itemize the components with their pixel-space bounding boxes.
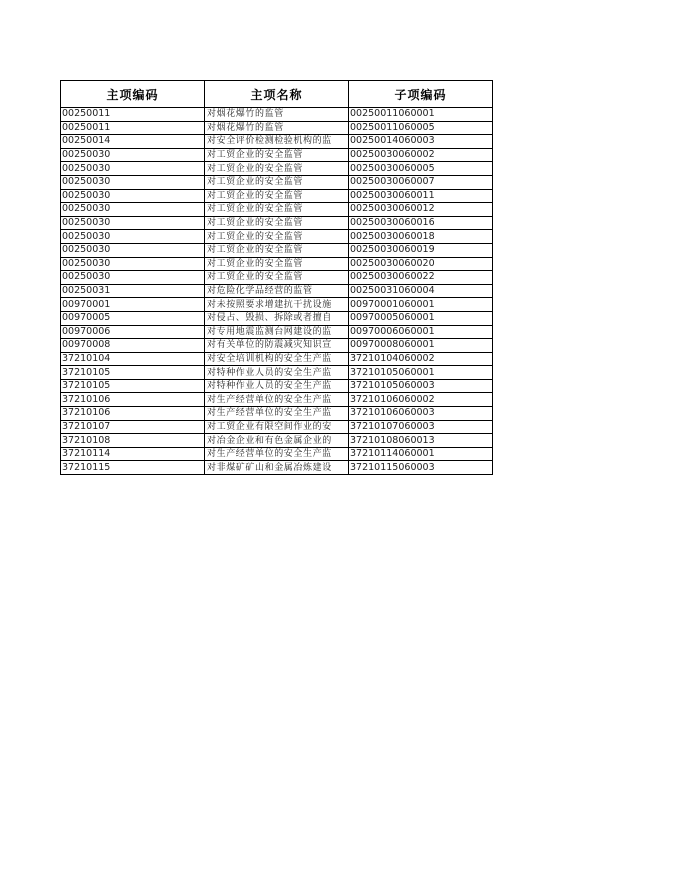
cell-sub-code[interactable]: 00250030060016 bbox=[349, 216, 493, 230]
cell-main-name[interactable]: 对特种作业人员的安全生产监 bbox=[205, 366, 349, 380]
table-row bbox=[61, 434, 493, 448]
cell-sub-code[interactable]: 37210115060003 bbox=[349, 461, 493, 475]
cell-sub-code[interactable]: 00250030060005 bbox=[349, 162, 493, 176]
header-main-code[interactable]: 主项编码 bbox=[61, 81, 205, 108]
cell-main-code[interactable]: 00250030 bbox=[61, 243, 205, 257]
cell-main-code[interactable]: 00970001 bbox=[61, 298, 205, 312]
cell-main-name[interactable]: 对工贸企业的安全监管 bbox=[205, 175, 349, 189]
table-row bbox=[61, 325, 493, 339]
cell-main-name[interactable]: 对非煤矿矿山和金属冶炼建设 bbox=[205, 461, 349, 475]
cell-main-code[interactable]: 37210108 bbox=[61, 434, 205, 448]
cell-main-code[interactable]: 00250030 bbox=[61, 175, 205, 189]
cell-main-code[interactable]: 00250030 bbox=[61, 271, 205, 285]
cell-main-name[interactable]: 对冶金企业和有色金属企业的 bbox=[205, 434, 349, 448]
table-row bbox=[61, 257, 493, 271]
table-row bbox=[61, 230, 493, 244]
table-row bbox=[61, 189, 493, 203]
table-row bbox=[61, 175, 493, 189]
table-row bbox=[61, 311, 493, 325]
table-row bbox=[61, 298, 493, 312]
cell-main-name[interactable]: 对工贸企业有限空间作业的安 bbox=[205, 420, 349, 434]
table-row bbox=[61, 216, 493, 230]
cell-sub-code[interactable]: 00970006060001 bbox=[349, 325, 493, 339]
table-body bbox=[61, 108, 493, 475]
cell-main-name[interactable]: 对工贸企业的安全监管 bbox=[205, 162, 349, 176]
header-row bbox=[61, 81, 493, 108]
cell-main-code[interactable]: 00250031 bbox=[61, 284, 205, 298]
table-row bbox=[61, 407, 493, 421]
table-row bbox=[61, 284, 493, 298]
table-row bbox=[61, 271, 493, 285]
cell-main-name[interactable]: 对工贸企业的安全监管 bbox=[205, 189, 349, 203]
table-row bbox=[61, 108, 493, 122]
table-row bbox=[61, 243, 493, 257]
header-sub-code[interactable]: 子项编码 bbox=[349, 81, 493, 108]
cell-sub-code[interactable]: 00250030060018 bbox=[349, 230, 493, 244]
cell-main-name[interactable]: 对烟花爆竹的监管 bbox=[205, 121, 349, 135]
cell-main-name[interactable]: 对工贸企业的安全监管 bbox=[205, 148, 349, 162]
table-row bbox=[61, 135, 493, 149]
cell-main-code[interactable]: 00250011 bbox=[61, 108, 205, 122]
cell-sub-code[interactable]: 00250030060020 bbox=[349, 257, 493, 271]
header-main-name[interactable]: 主项名称 bbox=[205, 81, 349, 108]
table-row bbox=[61, 393, 493, 407]
cell-main-name[interactable]: 对安全评价检测检验机构的监 bbox=[205, 135, 349, 149]
cell-sub-code[interactable]: 37210108060013 bbox=[349, 434, 493, 448]
cell-sub-code[interactable]: 00250031060004 bbox=[349, 284, 493, 298]
cell-main-code[interactable]: 37210106 bbox=[61, 393, 205, 407]
cell-sub-code[interactable]: 37210107060003 bbox=[349, 420, 493, 434]
table-row bbox=[61, 121, 493, 135]
table-row bbox=[61, 447, 493, 461]
cell-sub-code[interactable]: 00250011060001 bbox=[349, 108, 493, 122]
cell-main-name[interactable]: 对工贸企业的安全监管 bbox=[205, 257, 349, 271]
cell-main-code[interactable]: 00250030 bbox=[61, 216, 205, 230]
cell-main-name[interactable]: 对工贸企业的安全监管 bbox=[205, 271, 349, 285]
cell-sub-code[interactable]: 37210104060002 bbox=[349, 352, 493, 366]
cell-main-name[interactable]: 对侵占、毁损、拆除或者擅自 bbox=[205, 311, 349, 325]
cell-sub-code[interactable]: 37210114060001 bbox=[349, 447, 493, 461]
cell-main-code[interactable]: 00250030 bbox=[61, 257, 205, 271]
cell-main-code[interactable]: 00970006 bbox=[61, 325, 205, 339]
cell-sub-code[interactable]: 00250014060003 bbox=[349, 135, 493, 149]
cell-sub-code[interactable]: 37210106060003 bbox=[349, 407, 493, 421]
cell-sub-code[interactable]: 00970008060001 bbox=[349, 339, 493, 353]
spreadsheet-area bbox=[60, 80, 492, 475]
cell-main-name[interactable]: 对生产经营单位的安全生产监 bbox=[205, 393, 349, 407]
cell-sub-code[interactable]: 00250030060002 bbox=[349, 148, 493, 162]
cell-main-name[interactable]: 对有关单位的防震减灾知识宣 bbox=[205, 339, 349, 353]
cell-sub-code[interactable]: 37210105060003 bbox=[349, 379, 493, 393]
cell-main-code[interactable]: 37210104 bbox=[61, 352, 205, 366]
cell-main-name[interactable]: 对工贸企业的安全监管 bbox=[205, 243, 349, 257]
cell-main-code[interactable]: 00250030 bbox=[61, 203, 205, 217]
cell-main-code[interactable]: 00250030 bbox=[61, 189, 205, 203]
cell-sub-code[interactable]: 00250030060022 bbox=[349, 271, 493, 285]
cell-main-name[interactable]: 对专用地震监测台网建设的监 bbox=[205, 325, 349, 339]
cell-main-name[interactable]: 对危险化学品经营的监管 bbox=[205, 284, 349, 298]
cell-main-name[interactable]: 对安全培训机构的安全生产监 bbox=[205, 352, 349, 366]
cell-main-code[interactable]: 00970008 bbox=[61, 339, 205, 353]
cell-main-name[interactable]: 对生产经营单位的安全生产监 bbox=[205, 407, 349, 421]
cell-sub-code[interactable]: 00250030060007 bbox=[349, 175, 493, 189]
cell-main-name[interactable]: 对生产经营单位的安全生产监 bbox=[205, 447, 349, 461]
cell-sub-code[interactable]: 00970005060001 bbox=[349, 311, 493, 325]
cell-main-code[interactable]: 00970005 bbox=[61, 311, 205, 325]
table-row bbox=[61, 148, 493, 162]
table-row bbox=[61, 379, 493, 393]
cell-main-code[interactable]: 37210105 bbox=[61, 379, 205, 393]
cell-main-name[interactable]: 对工贸企业的安全监管 bbox=[205, 230, 349, 244]
cell-sub-code[interactable]: 00250030060012 bbox=[349, 203, 493, 217]
data-table bbox=[60, 80, 493, 475]
table-row bbox=[61, 366, 493, 380]
table-row bbox=[61, 352, 493, 366]
cell-main-name[interactable]: 对未按照要求增建抗干扰设施 bbox=[205, 298, 349, 312]
table-row bbox=[61, 203, 493, 217]
cell-sub-code[interactable]: 00250030060019 bbox=[349, 243, 493, 257]
table-row bbox=[61, 339, 493, 353]
cell-main-code[interactable]: 00250014 bbox=[61, 135, 205, 149]
cell-main-name[interactable]: 对工贸企业的安全监管 bbox=[205, 203, 349, 217]
cell-main-code[interactable]: 37210114 bbox=[61, 447, 205, 461]
cell-main-code[interactable]: 37210106 bbox=[61, 407, 205, 421]
cell-main-code[interactable]: 00250011 bbox=[61, 121, 205, 135]
cell-main-code[interactable]: 37210115 bbox=[61, 461, 205, 475]
table-row bbox=[61, 162, 493, 176]
cell-sub-code[interactable]: 37210105060001 bbox=[349, 366, 493, 380]
cell-main-name[interactable]: 对工贸企业的安全监管 bbox=[205, 216, 349, 230]
cell-main-name[interactable]: 对烟花爆竹的监管 bbox=[205, 108, 349, 122]
cell-main-code[interactable]: 37210105 bbox=[61, 366, 205, 380]
table-row bbox=[61, 461, 493, 475]
cell-sub-code[interactable]: 00250011060005 bbox=[349, 121, 493, 135]
cell-main-code[interactable]: 37210107 bbox=[61, 420, 205, 434]
cell-main-code[interactable]: 00250030 bbox=[61, 162, 205, 176]
cell-main-code[interactable]: 00250030 bbox=[61, 148, 205, 162]
table-row bbox=[61, 420, 493, 434]
cell-sub-code[interactable]: 00250030060011 bbox=[349, 189, 493, 203]
cell-main-name[interactable]: 对特种作业人员的安全生产监 bbox=[205, 379, 349, 393]
cell-sub-code[interactable]: 37210106060002 bbox=[349, 393, 493, 407]
cell-main-code[interactable]: 00250030 bbox=[61, 230, 205, 244]
cell-sub-code[interactable]: 00970001060001 bbox=[349, 298, 493, 312]
